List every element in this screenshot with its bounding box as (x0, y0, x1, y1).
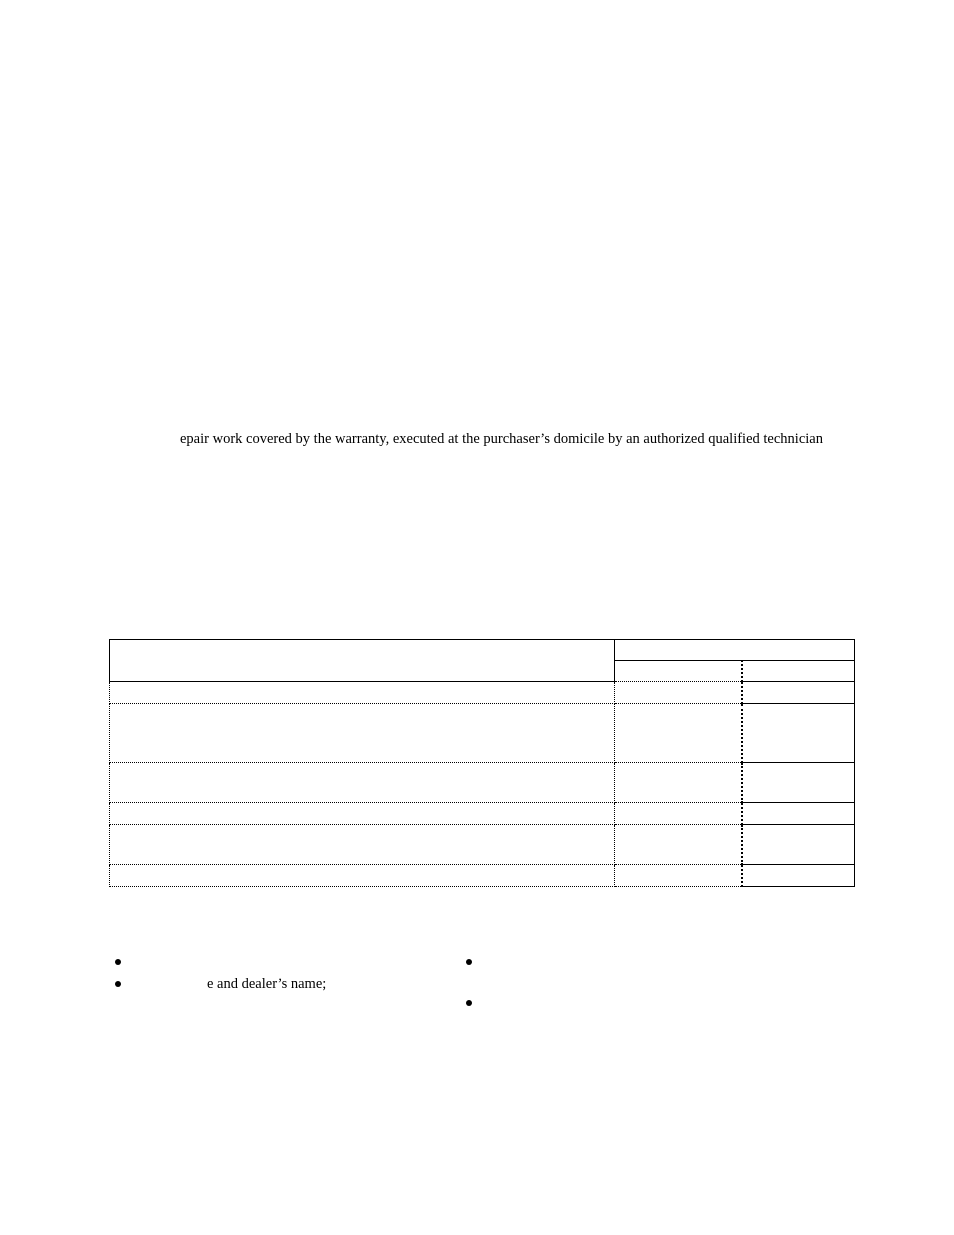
table-row (110, 704, 855, 763)
table-cell-value (742, 825, 855, 865)
table-subheader-2 (742, 661, 855, 682)
warranty-table (109, 639, 855, 887)
warranty-text-line: epair work covered by the warranty, executed at the purchaser’s domicile by an authorized qualified technician (180, 431, 823, 447)
list-item-text: e and dealer’s name; (207, 976, 327, 992)
table-cell-value (615, 865, 742, 887)
table-cell-value (742, 704, 855, 763)
table-row (110, 825, 855, 865)
table-cell-label (110, 825, 615, 865)
table-cell-label (110, 803, 615, 825)
bullet-icon (115, 959, 121, 965)
table-cell-value (742, 682, 855, 704)
table-cell-label (110, 682, 615, 704)
table-row (110, 763, 855, 803)
table-subheader-1 (615, 661, 742, 682)
table-header-group (615, 640, 855, 661)
bullet-icon (466, 1000, 472, 1006)
table-header-row (110, 640, 855, 661)
table-cell-value (615, 825, 742, 865)
table-row (110, 682, 855, 704)
table-cell-label (110, 704, 615, 763)
table-cell-value (615, 803, 742, 825)
table-row (110, 865, 855, 887)
bullet-icon (115, 981, 121, 987)
bullet-icon (466, 959, 472, 965)
table-row (110, 803, 855, 825)
table-header-left (110, 640, 615, 682)
table-cell-value (742, 803, 855, 825)
table-cell-value (615, 704, 742, 763)
table-cell-value (615, 763, 742, 803)
table-cell-value (742, 865, 855, 887)
table-cell-value (615, 682, 742, 704)
table-cell-label (110, 865, 615, 887)
table-cell-label (110, 763, 615, 803)
table-cell-value (742, 763, 855, 803)
